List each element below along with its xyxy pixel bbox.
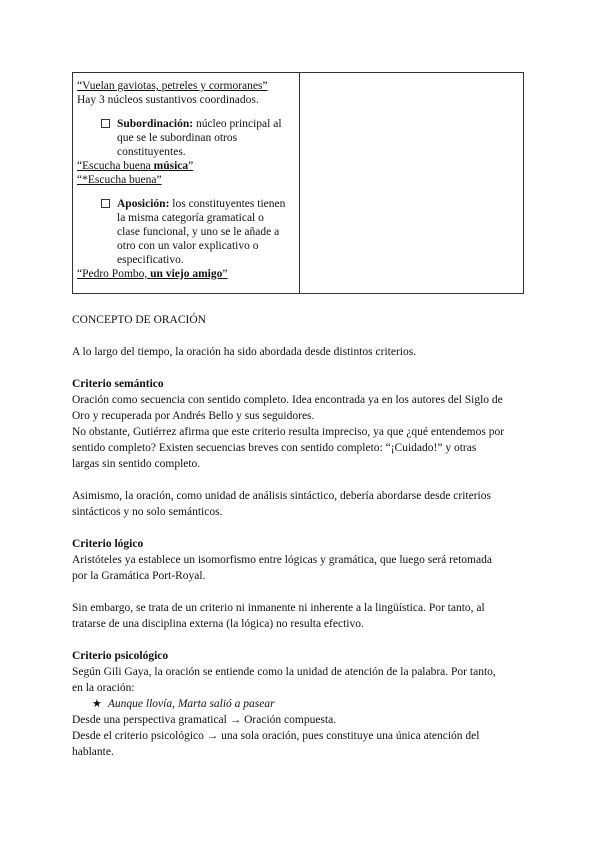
apposition-def-1: los constituyentes tienen xyxy=(172,198,286,210)
semantic-line-5: largas sin sentido completo. xyxy=(72,458,201,470)
semantic-line-3: No obstante, Gutiérrez afirma que este criterio resulta impreciso, ya que ¿qué entendemos por xyxy=(72,426,505,438)
checkbox-icon xyxy=(101,119,110,128)
examples-table xyxy=(72,72,524,294)
psych-line-1: Según Gili Gaya, la oración se entiende como la unidad de atención de la palabra. Por tanto, xyxy=(72,666,496,678)
semantic-heading: Criterio semántico xyxy=(72,378,164,390)
psych-heading: Criterio psicológico xyxy=(72,650,169,662)
apposition-def-3: clase funcional, y uno se le añade a xyxy=(117,226,280,238)
table-left-cell xyxy=(77,79,295,281)
psych-line-2: en la oración: xyxy=(72,682,135,694)
logic-heading: Criterio lógico xyxy=(72,538,144,550)
subordination-def-2: que se le subordinan otros xyxy=(117,132,238,144)
logic-line-2: por la Gramática Port-Royal. xyxy=(72,570,206,582)
psych-line-4: Desde el criterio psicológico → una sola oración, pues constituye una única atención del xyxy=(72,730,480,742)
psych-line-3: Desde una perspectiva gramatical → Oración compuesta. xyxy=(72,714,337,726)
subordination-def-3: constituyentes. xyxy=(117,146,186,158)
coordination-example: “Vuelan gaviotas, petreles y cormoranes” xyxy=(77,80,268,92)
logic-line-4: tratarse de una disciplina externa (la lógica) no resulta efectivo. xyxy=(72,618,364,630)
logic-line-1: Aristóteles ya establece un isomorfismo entre lógicas y gramática, que luego será retomada xyxy=(72,554,492,566)
semantic-line-7: sintácticos y no solo semánticos. xyxy=(72,506,223,518)
apposition-example: “Pedro Pombo, un viejo amigo” xyxy=(77,268,228,280)
apposition-def-2: la misma categoría gramatical o xyxy=(117,212,264,224)
semantic-line-1: Oración como secuencia con sentido completo. Idea encontrada ya en los autores del Siglo de xyxy=(72,394,503,406)
psych-example xyxy=(92,697,275,711)
subordination-def-1: núcleo principal al xyxy=(195,118,282,130)
intro-paragraph: A lo largo del tiempo, la oración ha sido abordada desde distintos criterios. xyxy=(72,346,417,358)
apposition-def-4: otro con un valor explicativo o xyxy=(117,240,259,252)
subordination-example-2: “*Escucha buena” xyxy=(77,174,162,186)
semantic-line-6: Asimismo, la oración, como unidad de análisis sintáctico, debería abordarse desde criterios xyxy=(72,490,491,502)
semantic-line-4: sentido completo? Existen secuencias breves con sentido completo: “¡Cuidado!” y otras xyxy=(72,442,477,454)
subordination-term: Subordinación: xyxy=(117,118,194,130)
star-bullet-icon: ★ xyxy=(92,697,102,710)
apposition-item xyxy=(117,197,295,267)
subordination-example-1: “Escucha buena música” xyxy=(77,160,194,172)
psych-example-text: Aunque llovía, Marta salió a pasear xyxy=(107,698,275,710)
subordination-item xyxy=(117,117,295,159)
checkbox-icon xyxy=(101,199,110,208)
psych-line-5: hablante. xyxy=(72,746,114,758)
section-title: CONCEPTO DE ORACIÓN xyxy=(72,314,206,326)
apposition-term: Aposición: xyxy=(117,198,170,210)
coordination-note: Hay 3 núcleos sustantivos coordinados. xyxy=(77,94,259,106)
logic-line-3: Sin embargo, se trata de un criterio ni inmanente ni inherente a la lingüística. Por tanto, al xyxy=(72,602,485,614)
table-column-divider xyxy=(299,73,300,293)
apposition-def-5: especificativo. xyxy=(117,254,184,266)
semantic-line-2: Oro y recuperada por Andrés Bello y sus seguidores. xyxy=(72,410,315,422)
